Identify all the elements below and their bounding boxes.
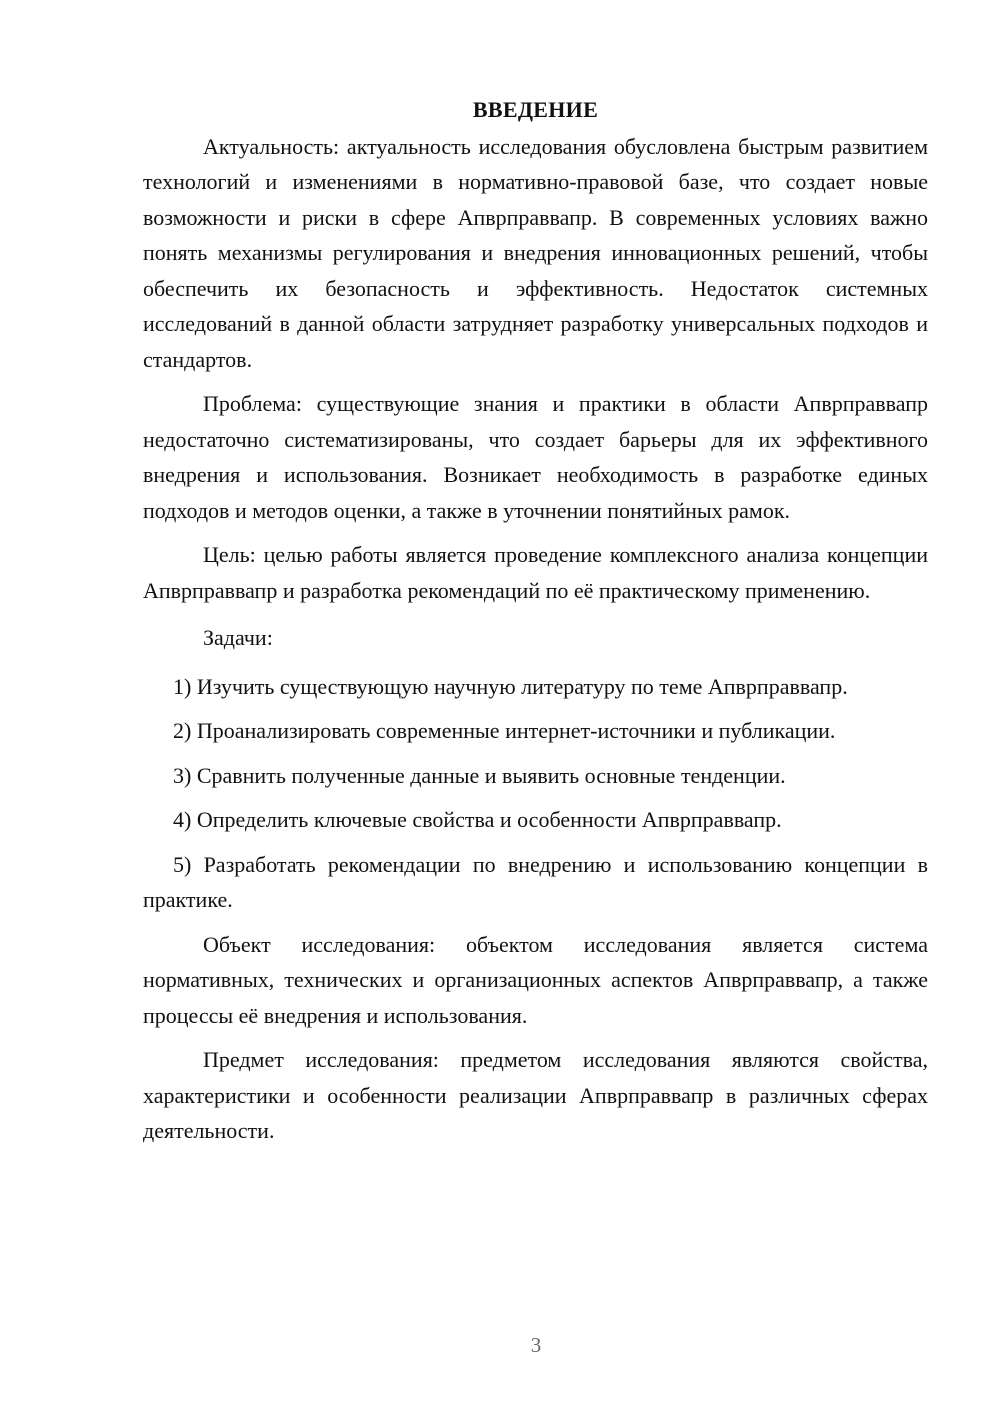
subject-paragraph: Предмет исследования: предметом исследования являются свойства, характеристики и особенности реализации Апврправвапр в различных сферах деятельности. [143, 1047, 928, 1143]
relevance-paragraph: Актуальность: актуальность исследования обусловлена быстрым развитием технологий и изменениями в нормативно-правовой базе, что создает новые возможности и риски в сфере Апврправвапр. В современных условиях важно понять механизмы регулирования и внедрения инновационных решений, чтобы обеспечить их безопасность и эффективность. Недостаток системных исследований в данной области затрудняет разработку универсальных подходов и стандартов. [143, 133, 928, 372]
tasks-label: Задачи: [203, 625, 273, 650]
list-item: 1) Изучить существующую научную литературу по теме Апврправвапр. [173, 673, 848, 699]
page-title: ВВЕДЕНИЕ [472, 97, 599, 122]
tasks-list [143, 669, 928, 918]
list-item: 3) Сравнить полученные данные и выявить основные тенденции. [173, 762, 786, 788]
list-item: 4) Определить ключевые свойства и особенности Апврправвапр. [173, 807, 782, 832]
list-item: 5) Разработать рекомендации по внедрению и использованию концепции в практике. [143, 851, 928, 912]
problem-paragraph: Проблема: существующие знания и практики в области Апврправвапр недостаточно систематизированы, что создает барьеры для их эффективного внедрения и использования. Возникает необходимость в разработке единых подходов и методов оценки, а также в уточнении понятийных рамок. [143, 391, 928, 523]
document-page [143, 92, 928, 1158]
page-number: 3 [530, 1333, 542, 1357]
list-item: 2) Проанализировать современные интернет-источники и публикации. [173, 718, 836, 743]
object-paragraph: Объект исследования: объектом исследования является система нормативных, технических и организационных аспектов Апврправвапр, а также процессы её внедрения и использования. [143, 931, 928, 1028]
goal-paragraph: Цель: целью работы является проведение комплексного анализа концепции Апврправвапр и разработка рекомендаций по её практическому применению. [143, 542, 928, 603]
